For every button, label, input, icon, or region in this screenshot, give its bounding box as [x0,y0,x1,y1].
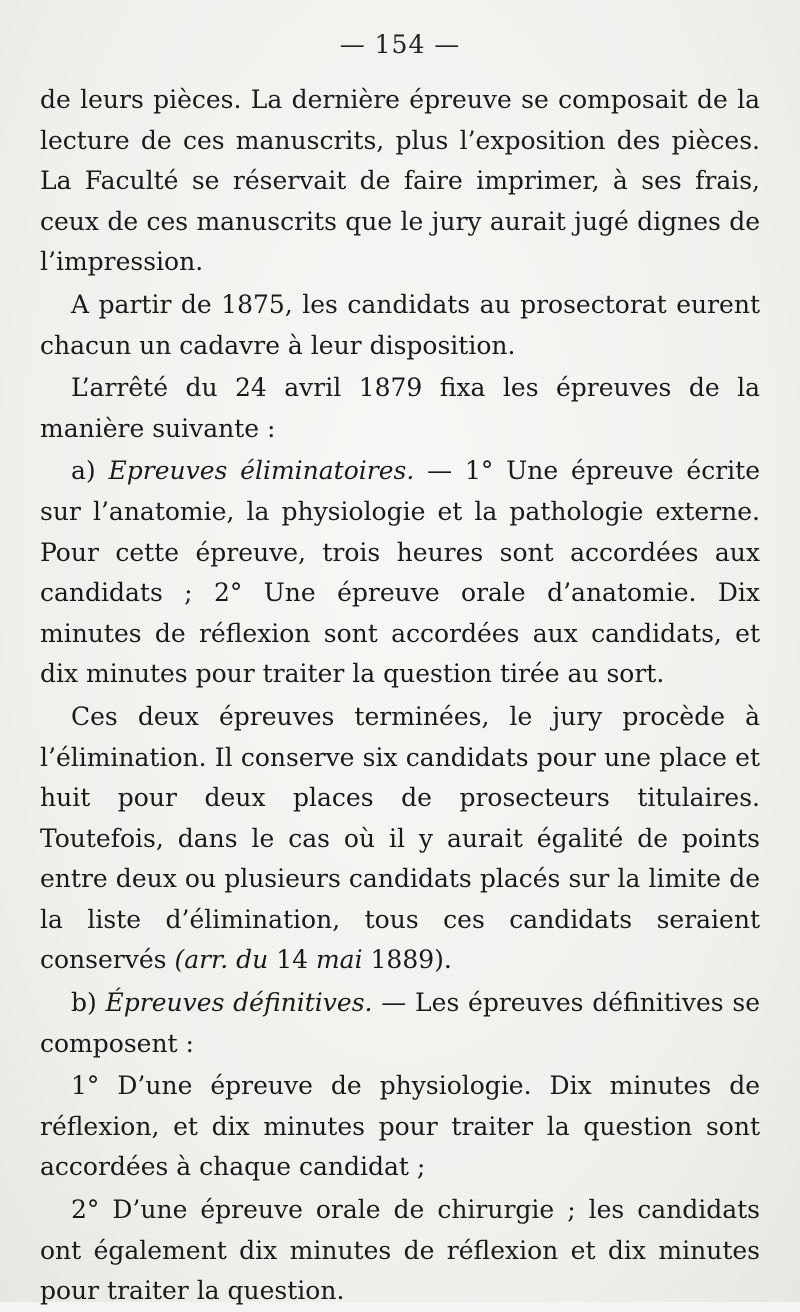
reference-open: (arr. du [174,945,277,975]
elimination-text: Ces deux épreuves terminées, le jury procède à l’élimination. Il conserve six candidats pour une place et huit pour deux places de prosecteurs titulaires. Toutefois, dans le cas où il y aurait égalité de points entre deux ou plusieurs candidats placés sur la limite de la liste d’élimination, tous ces candidats seraient conservés [40,701,760,975]
list-marker-b: b) [71,988,106,1018]
paragraph-epreuves-definitives [40,983,760,1064]
paragraph-epreuves-eliminatoires [40,451,760,695]
section-heading-eliminatoires: Epreuves éliminatoires. [108,456,415,486]
body-text [40,80,760,1312]
paragraph-elimination [40,697,760,981]
list-marker-a: a) [71,456,109,486]
reference-day: 14 [276,945,309,975]
reference-close: ). [434,945,452,975]
paragraph-physiologie: 1° D’une épreuve de physiologie. Dix minutes de réflexion, et dix minutes pour traiter la question sont accordées à chaque candidat ; [40,1071,760,1182]
paragraph-continuation: de leurs pièces. La dernière épreuve se composait de la lecture de ces manuscrits, plus l’exposition des pièces. La Faculté se réservait de faire imprimer, à ses frais, ceux de ces manuscrits que le jury aurait jugé dignes de l’impression. [40,85,760,277]
eliminatoires-text: — 1° Une épreuve écrite sur l’anatomie, la physiologie et la pathologie externe. Pour cette épreuve, trois heures sont accordées aux candidats ; 2° Une épreuve orale d’anatomie. Dix minutes de réflexion sont accordées aux candidats, et dix minutes pour traiter la question tirée au sort. [40,456,760,689]
reference-year: 1889 [370,945,435,975]
section-heading-definitives: Épreuves définitives. [105,988,373,1018]
definitives-text: — Les épreuves définitives se composent : [40,988,760,1058]
paragraph-arrete-1879: L’arrêté du 24 avril 1879 fixa les épreuves de la manière suivante : [40,373,760,443]
paragraph-chirurgie: 2° D’une épreuve orale de chirurgie ; les candidats ont également dix minutes de réflexion et dix minutes pour traiter la question. [40,1195,760,1306]
paragraph-1875: A partir de 1875, les candidats au prosectorat eurent chacun un cadavre à leur disposition. [40,289,760,360]
reference-month: mai [308,945,371,975]
page-number: — 154 — [339,30,461,59]
